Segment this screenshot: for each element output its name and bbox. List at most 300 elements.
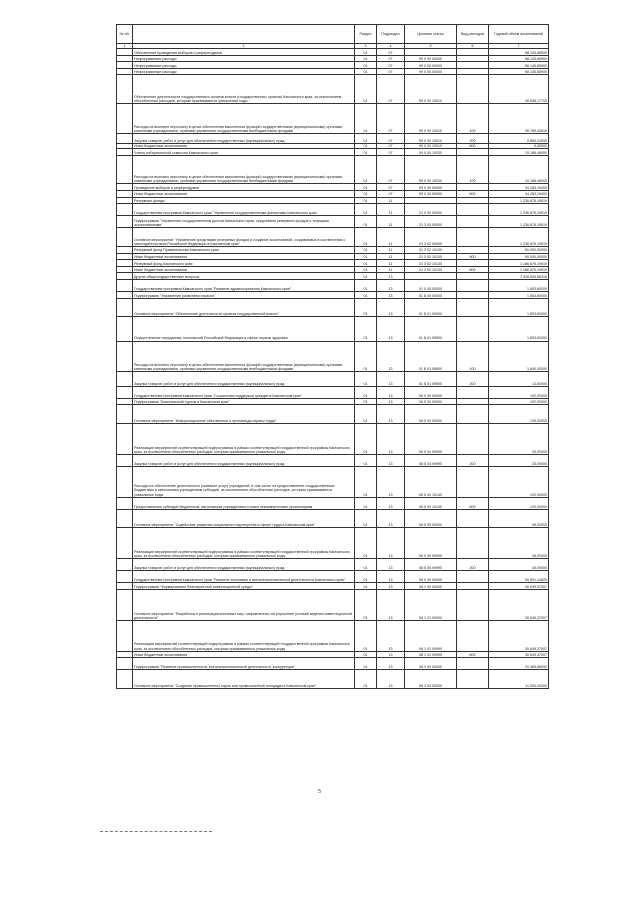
cell-target-article: 99 0 00 10010 — [405, 133, 457, 143]
cell-razdel: 01 — [355, 55, 377, 62]
cell-annual-sum: 1 853,60000 — [489, 292, 549, 299]
table-row — [117, 155, 549, 184]
cell-num — [117, 658, 133, 670]
cell-expense-type — [457, 658, 489, 670]
cell-podrazdel: 13 — [377, 559, 405, 571]
cell-name: Расходы на обеспечение деятельности (оказание услуг) учреждений, в том числе на предоставление государственным бюджетным и автономным учреждениям субсидий, за исключением обособленных расходов, которым присваиваются уникальные коды — [133, 466, 355, 497]
cell-razdel: 01 — [355, 253, 377, 260]
cell-name: Иные бюджетные ассигнования — [133, 143, 355, 149]
colnum-1: 1 — [117, 44, 133, 49]
cell-podrazdel: 13 — [377, 497, 405, 509]
cell-razdel: 01 — [355, 497, 377, 509]
cell-razdel: 01 — [355, 590, 377, 621]
cell-podrazdel: 07 — [377, 62, 405, 69]
table-row — [117, 55, 549, 62]
cell-name: Резервный фонд Камчатского края — [133, 260, 355, 267]
cell-target-article: 01 Б 01 00000 — [405, 298, 457, 317]
cell-target-article: 08 1 00 00000 — [405, 583, 457, 590]
cell-expense-type — [457, 398, 489, 405]
cell-num — [117, 266, 133, 273]
cell-annual-sum: 45,00000 — [489, 509, 549, 528]
cell-annual-sum: 1 853,60000 — [489, 279, 549, 291]
cell-expense-type: 200 — [457, 559, 489, 571]
cell-annual-sum: 45,00000 — [489, 528, 549, 559]
cell-expense-type: 800 — [457, 253, 489, 260]
cell-target-article: 08 0 00 00000 — [405, 571, 457, 583]
cell-target-article: 08 1 01 00000 — [405, 590, 457, 621]
cell-annual-sum: 5 860,24090 — [489, 133, 549, 143]
cell-name: Резервный фонд Правительства Камчатского края — [133, 246, 355, 253]
colnum-4: 4 — [377, 44, 405, 49]
cell-razdel: 01 — [355, 68, 377, 75]
cell-expense-type — [457, 423, 489, 454]
cell-annual-sum: 10 188,46900 — [489, 155, 549, 184]
cell-razdel: 01 — [355, 204, 377, 216]
cell-expense-type: 800 — [457, 651, 489, 658]
cell-annual-sum: 88 145,85900 — [489, 55, 549, 62]
cell-razdel: 01 — [355, 49, 377, 56]
cell-expense-type — [457, 260, 489, 267]
cell-razdel: 01 — [355, 62, 377, 69]
table-row — [117, 398, 549, 405]
cell-name: Закупка товаров, работ и услуг для обеспечения государственных (муниципальных) нужд — [133, 454, 355, 466]
cell-annual-sum: 20 365,86092 — [489, 658, 549, 670]
cell-target-article: 06 5 04 09990 — [405, 423, 457, 454]
cell-podrazdel: 07 — [377, 104, 405, 134]
cell-name: Закупка товаров, работ и услуг для обеспечения государственных (муниципальных) нужд — [133, 372, 355, 386]
cell-num — [117, 398, 133, 405]
cell-name: Иные бюджетные ассигнования — [133, 190, 355, 197]
cell-podrazdel: 13 — [377, 372, 405, 386]
cell-annual-sum: 88 145,85900 — [489, 49, 549, 56]
cell-target-article: 99 0 00 10010 — [405, 75, 457, 104]
cell-razdel: 01 — [355, 372, 377, 386]
table-row — [117, 298, 549, 317]
cell-target-article: 99 0 00 10010 — [405, 104, 457, 134]
table-row — [117, 670, 549, 689]
cell-razdel: 01 — [355, 104, 377, 134]
cell-podrazdel: 13 — [377, 454, 405, 466]
table-row — [117, 372, 549, 386]
cell-razdel: 01 — [355, 260, 377, 267]
cell-razdel: 01 — [355, 75, 377, 104]
table-row — [117, 497, 549, 509]
cell-podrazdel: 13 — [377, 528, 405, 559]
cell-num — [117, 405, 133, 424]
header-num: № п/п — [117, 25, 133, 44]
table-row — [117, 75, 549, 104]
colnum-5: 5 — [405, 44, 457, 49]
header-target-article: Целевая статья — [405, 25, 457, 44]
cell-podrazdel: 13 — [377, 341, 405, 372]
cell-podrazdel: 13 — [377, 571, 405, 583]
cell-name: Подпрограмма "Развитие промышленности, внешнеэкономической деятельности, конкуренции" — [133, 658, 355, 670]
cell-razdel: 01 — [355, 266, 377, 273]
table-row — [117, 204, 549, 216]
cell-expense-type — [457, 590, 489, 621]
cell-expense-type: 200 — [457, 372, 489, 386]
cell-num — [117, 155, 133, 184]
cell-num — [117, 62, 133, 69]
cell-podrazdel: 07 — [377, 49, 405, 56]
cell-podrazdel: 13 — [377, 279, 405, 291]
cell-expense-type — [457, 197, 489, 204]
cell-razdel: 01 — [355, 298, 377, 317]
cell-name: Иные бюджетные ассигнования — [133, 253, 355, 260]
cell-podrazdel: 13 — [377, 620, 405, 651]
cell-name: Основное мероприятие "Разработка и реализация ключевых мер, направленных на улучшение условий ведения инвестиционной деятельности" — [133, 590, 355, 621]
cell-podrazdel: 13 — [377, 583, 405, 590]
cell-razdel: 01 — [355, 398, 377, 405]
cell-num — [117, 190, 133, 197]
cell-target-article: 06 5 04 10140 — [405, 497, 457, 509]
cell-name: Непрограммные расходы — [133, 62, 355, 69]
cell-target-article: 06 5 05 09990 — [405, 528, 457, 559]
cell-razdel: 01 — [355, 273, 377, 280]
cell-num — [117, 133, 133, 143]
cell-annual-sum: 50 000,00000 — [489, 246, 549, 253]
cell-target-article — [405, 273, 457, 280]
cell-target-article: 08 1 01 09990 — [405, 651, 457, 658]
table-row — [117, 509, 549, 528]
cell-expense-type — [457, 55, 489, 62]
cell-razdel: 01 — [355, 571, 377, 583]
header-annual-sum: Годовой объем ассигнований — [489, 25, 549, 44]
cell-target-article: 99 0 00 00000 — [405, 68, 457, 75]
cell-num — [117, 497, 133, 509]
cell-name: Осуществление переданных полномочий Российской Федерации в сфере охраны здоровья — [133, 317, 355, 341]
cell-razdel: 01 — [355, 292, 377, 299]
table-row — [117, 260, 549, 267]
cell-annual-sum: 30 649,37007 — [489, 620, 549, 651]
cell-name: Подпрограмма "Комплексный туризм в Камчатском крае" — [133, 398, 355, 405]
cell-num — [117, 273, 133, 280]
cell-annual-sum: 120,00000 — [489, 466, 549, 497]
cell-razdel: 01 — [355, 228, 377, 247]
header-razdel: Раздел — [355, 25, 377, 44]
cell-razdel: 01 — [355, 670, 377, 689]
cell-razdel: 01 — [355, 583, 377, 590]
header-name — [133, 25, 355, 44]
cell-num — [117, 204, 133, 216]
cell-num — [117, 372, 133, 386]
cell-target-article: 01 Б 00 00000 — [405, 292, 457, 299]
cell-expense-type — [457, 149, 489, 156]
table-row — [117, 190, 549, 197]
cell-annual-sum: 45,00000 — [489, 559, 549, 571]
table-row — [117, 590, 549, 621]
cell-num — [117, 317, 133, 341]
cell-expense-type: 200 — [457, 454, 489, 466]
cell-annual-sum: 192,00000 — [489, 386, 549, 398]
cell-razdel: 01 — [355, 149, 377, 156]
cell-target-article — [405, 197, 457, 204]
cell-target-article — [405, 49, 457, 56]
cell-podrazdel: 07 — [377, 133, 405, 143]
cell-name: Основное мероприятие "Управление средствами резервных фондов и создание ассигнований, создаваемых в соответствии с законодательством Российской Федерации в Камчатском крае" — [133, 228, 355, 247]
cell-name: Подпрограмма "Формирование благоприятной инвестиционной среды" — [133, 583, 355, 590]
table-row — [117, 405, 549, 424]
cell-annual-sum: 88 145,85900 — [489, 68, 549, 75]
cell-target-article: 06 0 00 00000 — [405, 386, 457, 398]
cell-podrazdel: 07 — [377, 184, 405, 191]
cell-name: Обеспечение деятельности государственных органов власти (государственных органов) Камчатского края, за исключением обособленных расходов, которым присваиваются уникальные коды — [133, 75, 355, 104]
cell-podrazdel: 11 — [377, 260, 405, 267]
cell-target-article: 21 0 00 00000 — [405, 204, 457, 216]
table-row — [117, 559, 549, 571]
cell-expense-type — [457, 583, 489, 590]
cell-annual-sum: 120,00000 — [489, 497, 549, 509]
header-podrazdel: Подраздел — [377, 25, 405, 44]
table-row — [117, 266, 549, 273]
cell-expense-type: 800 — [457, 190, 489, 197]
table-row — [117, 386, 549, 398]
cell-razdel: 01 — [355, 143, 377, 149]
cell-annual-sum: 34 283,19400 — [489, 184, 549, 191]
cell-razdel: 01 — [355, 528, 377, 559]
cell-podrazdel: 13 — [377, 658, 405, 670]
cell-annual-sum: 192,00000 — [489, 398, 549, 405]
cell-expense-type — [457, 246, 489, 253]
table-row — [117, 197, 549, 204]
cell-razdel: 01 — [355, 341, 377, 372]
cell-name: Другие общегосударственные вопросы — [133, 273, 355, 280]
cell-num — [117, 620, 133, 651]
colnum-3: 3 — [355, 44, 377, 49]
cell-num — [117, 509, 133, 528]
colnum-6: 6 — [457, 44, 489, 49]
cell-num — [117, 423, 133, 454]
cell-num — [117, 228, 133, 247]
cell-num — [117, 341, 133, 372]
cell-target-article: 99 0 00 10030 — [405, 149, 457, 156]
cell-annual-sum: 34 283,19400 — [489, 190, 549, 197]
cell-razdel: 01 — [355, 423, 377, 454]
cell-annual-sum: 145,00000 — [489, 405, 549, 424]
cell-annual-sum: 30 649,37007 — [489, 651, 549, 658]
cell-annual-sum: 1 236 876,19519 — [489, 228, 549, 247]
table-row — [117, 292, 549, 299]
cell-name: Проведение выборов и референдумов — [133, 184, 355, 191]
cell-expense-type — [457, 68, 489, 75]
table-row — [117, 317, 549, 341]
table-row — [117, 246, 549, 253]
cell-expense-type — [457, 317, 489, 341]
cell-razdel: 01 — [355, 246, 377, 253]
cell-name: Основное мероприятие "Информационное обеспечение и пропаганда охраны труда" — [133, 405, 355, 424]
cell-podrazdel: 13 — [377, 590, 405, 621]
cell-podrazdel: 11 — [377, 197, 405, 204]
cell-expense-type: 800 — [457, 143, 489, 149]
cell-podrazdel: 11 — [377, 228, 405, 247]
table-row — [117, 651, 549, 658]
cell-razdel: 01 — [355, 190, 377, 197]
cell-podrazdel: 13 — [377, 423, 405, 454]
cell-annual-sum: 0,55500 — [489, 143, 549, 149]
cell-expense-type — [457, 292, 489, 299]
cell-target-article: 21 3 02 10100 — [405, 246, 457, 253]
cell-podrazdel: 07 — [377, 75, 405, 104]
cell-name: Члены избирательной комиссии Камчатского края — [133, 149, 355, 156]
cell-annual-sum: 39 789,42610 — [489, 104, 549, 134]
cell-podrazdel: 11 — [377, 216, 405, 228]
cell-razdel: 01 — [355, 317, 377, 341]
cell-expense-type — [457, 228, 489, 247]
cell-annual-sum: 88 145,85900 — [489, 62, 549, 69]
table-row — [117, 423, 549, 454]
cell-target-article: 99 0 00 90050 — [405, 184, 457, 191]
cell-num — [117, 590, 133, 621]
cell-name: Основное мероприятие "Обеспечение деятельности органов государственной власти" — [133, 298, 355, 317]
cell-razdel: 01 — [355, 620, 377, 651]
cell-razdel: 01 — [355, 216, 377, 228]
table-row — [117, 184, 549, 191]
cell-num — [117, 49, 133, 56]
cell-podrazdel: 13 — [377, 466, 405, 497]
table-row — [117, 228, 549, 247]
cell-name: Государственная программа Камчатского края "Управление государственными финансами Камчатского края" — [133, 204, 355, 216]
table-row — [117, 583, 549, 590]
colnum-7: 7 — [489, 44, 549, 49]
cell-podrazdel: 13 — [377, 670, 405, 689]
cell-target-article: 08 1 01 09990 — [405, 620, 457, 651]
cell-name: Расходы на выплаты персоналу в целях обеспечения выполнения функций государственными (муниципальными) органами, казенными учреждениями, органами управления государственными внебюджетными фондами — [133, 104, 355, 134]
cell-num — [117, 583, 133, 590]
cell-target-article: 01 Б 01 59800 — [405, 372, 457, 386]
cell-annual-sum: 1 186 876,19519 — [489, 266, 549, 273]
cell-num — [117, 386, 133, 398]
cell-target-article: 21 3 02 10100 — [405, 253, 457, 260]
table-row — [117, 658, 549, 670]
cell-name: Подпрограмма "Управление государственным долгом Камчатского края, средствами резервных фондов и текущими ассигнованиями" — [133, 216, 355, 228]
cell-name: Непрограммные расходы — [133, 55, 355, 62]
cell-name: Реализация мероприятий соответствующей подпрограммы в рамках соответствующей государственной программы Камчатского края, за исключением обособленных расходов, которым присваиваются уникальные коды — [133, 423, 355, 454]
cell-name: Основное мероприятие "Создание промышленного парка или промышленной площадки в Камчатском крае" — [133, 670, 355, 689]
cell-target-article: 06 5 04 10140 — [405, 466, 457, 497]
cell-podrazdel: 11 — [377, 253, 405, 260]
cell-target-article: 99 0 00 10010 — [405, 143, 457, 149]
cell-annual-sum: 25,00000 — [489, 454, 549, 466]
cell-target-article: 21 3 00 00000 — [405, 216, 457, 228]
cell-name: Основное мероприятие "Содействие развитию социального партнерства в сфере труда в Камчатском крае" — [133, 509, 355, 528]
cell-target-article: 01 Б 01 59800 — [405, 317, 457, 341]
cell-num — [117, 298, 133, 317]
cell-annual-sum: 1 236 876,19519 — [489, 216, 549, 228]
cell-expense-type — [457, 49, 489, 56]
cell-podrazdel: 11 — [377, 266, 405, 273]
header-expense-type: Вид расходов — [457, 25, 489, 44]
cell-target-article: 06 5 04 00000 — [405, 405, 457, 424]
cell-annual-sum: 1 186 876,19519 — [489, 260, 549, 267]
cell-expense-type — [457, 571, 489, 583]
cell-podrazdel: 13 — [377, 405, 405, 424]
cell-annual-sum: 11 000,00000 — [489, 670, 549, 689]
cell-expense-type: 600 — [457, 497, 489, 509]
budget-table-sheet — [116, 24, 548, 689]
cell-podrazdel: 13 — [377, 386, 405, 398]
cell-num — [117, 104, 133, 134]
cell-expense-type — [457, 620, 489, 651]
cell-num — [117, 670, 133, 689]
cell-podrazdel: 13 — [377, 298, 405, 317]
table-row — [117, 49, 549, 56]
cell-expense-type — [457, 405, 489, 424]
cell-annual-sum: 50 000,00000 — [489, 253, 549, 260]
cell-target-article: 99 0 00 10030 — [405, 155, 457, 184]
cell-target-article: 06 5 04 09990 — [405, 454, 457, 466]
cell-num — [117, 279, 133, 291]
cell-name: Государственная программа Камчатского края "Развитие здравоохранения Камчатского края" — [133, 279, 355, 291]
cell-num — [117, 292, 133, 299]
cell-podrazdel: 07 — [377, 55, 405, 62]
table-row — [117, 279, 549, 291]
cell-target-article: 01 Б 01 59800 — [405, 341, 457, 372]
cell-expense-type — [457, 216, 489, 228]
cell-podrazdel: 07 — [377, 143, 405, 149]
cell-num — [117, 246, 133, 253]
cell-target-article: 21 3 02 10130 — [405, 260, 457, 267]
table-header-row — [117, 25, 549, 44]
table-row — [117, 528, 549, 559]
cell-annual-sum: 50 601,14825 — [489, 571, 549, 583]
cell-num — [117, 184, 133, 191]
cell-expense-type — [457, 528, 489, 559]
cell-annual-sum: 45 648,17700 — [489, 75, 549, 104]
cell-expense-type: 100 — [457, 155, 489, 184]
cell-num — [117, 216, 133, 228]
cell-name: Непрограммные расходы — [133, 68, 355, 75]
cell-expense-type — [457, 204, 489, 216]
cell-num — [117, 68, 133, 75]
cell-num — [117, 466, 133, 497]
cell-target-article: 99 0 00 00000 — [405, 55, 457, 62]
cell-razdel: 01 — [355, 155, 377, 184]
cell-annual-sum: 1 840,00000 — [489, 341, 549, 372]
cell-podrazdel: 13 — [377, 292, 405, 299]
cell-expense-type — [457, 386, 489, 398]
cell-annual-sum: 1 853,60000 — [489, 317, 549, 341]
cell-razdel: 01 — [355, 559, 377, 571]
cell-expense-type — [457, 75, 489, 104]
cell-target-article: 08 3 04 00000 — [405, 670, 457, 689]
cell-podrazdel: 13 — [377, 509, 405, 528]
cell-num — [117, 75, 133, 104]
cell-expense-type: 200 — [457, 133, 489, 143]
cell-expense-type — [457, 509, 489, 528]
table-row — [117, 571, 549, 583]
cell-target-article: 21 3 02 00000 — [405, 228, 457, 247]
cell-num — [117, 253, 133, 260]
table-row — [117, 341, 549, 372]
cell-name: Иные бюджетные ассигнования — [133, 266, 355, 273]
cell-annual-sum: 30 649,37007 — [489, 583, 549, 590]
cell-target-article: 06 5 00 00000 — [405, 398, 457, 405]
cell-num — [117, 528, 133, 559]
cell-name: Предоставление субсидий бюджетным, автономным учреждениям и иным некоммерческим организациям — [133, 497, 355, 509]
cell-podrazdel: 07 — [377, 155, 405, 184]
cell-razdel: 01 — [355, 658, 377, 670]
cell-name: Государственная программа Камчатского края "Развитие экономики и внешнеэкономической деятельности Камчатского края" — [133, 571, 355, 583]
table-row — [117, 62, 549, 69]
cell-name: Обеспечение проведения выборов и референдумов — [133, 49, 355, 56]
cell-annual-sum: 30 649,37007 — [489, 590, 549, 621]
table-row — [117, 466, 549, 497]
cell-annual-sum: 1 236 876,19519 — [489, 197, 549, 204]
cell-razdel: 01 — [355, 386, 377, 398]
cell-expense-type — [457, 670, 489, 689]
cell-num — [117, 260, 133, 267]
cell-num — [117, 149, 133, 156]
